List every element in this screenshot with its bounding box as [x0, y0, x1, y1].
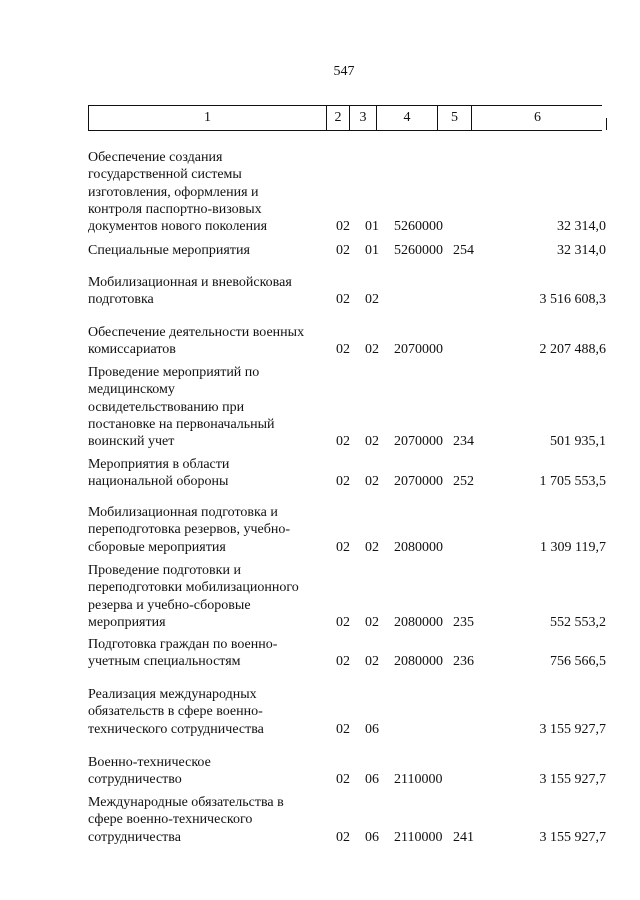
section-code: 02	[336, 614, 350, 630]
subsection-code: 02	[365, 342, 379, 358]
row-name-line: переподготовка резервов, учебно-	[88, 522, 290, 538]
row-name-line: обязательств в сфере военно-	[88, 704, 263, 720]
row-name-line: документов нового поколения	[88, 219, 268, 235]
table-row	[88, 794, 608, 846]
row-name-line: мероприятия	[88, 614, 166, 630]
subsection-code: 02	[365, 654, 379, 670]
row-name	[88, 686, 328, 738]
table-row	[88, 686, 608, 738]
row-name-line: Мобилизационная подготовка и	[88, 505, 278, 520]
row-name-line: Военно-техническое	[88, 755, 211, 770]
row-name-line: Специальные мероприятия	[88, 243, 250, 258]
row-name-line: комиссариатов	[88, 342, 176, 358]
subsection-code: 01	[365, 219, 379, 235]
expense-type-code: 235	[453, 614, 474, 630]
table-row	[88, 636, 608, 671]
subsection-code: 06	[365, 772, 379, 788]
row-name	[88, 324, 328, 359]
target-article-code: 5260000	[394, 219, 443, 235]
row-name-line: государственной системы	[88, 167, 242, 183]
header-col-2: 2	[326, 106, 349, 130]
target-article-code: 2110000	[394, 829, 443, 845]
amount: 3 155 927,7	[539, 772, 606, 788]
row-name-line: сфере военно-технического	[88, 812, 253, 828]
amount: 2 207 488,6	[539, 342, 606, 358]
row-name	[88, 242, 328, 259]
row-name-line: контроля паспортно-визовых	[88, 201, 262, 217]
subsection-code: 02	[365, 292, 379, 308]
header-col-6: 6	[471, 106, 603, 130]
row-name-line: сотрудничества	[88, 829, 181, 845]
target-article-code: 2080000	[394, 539, 443, 555]
target-article-code: 2070000	[394, 474, 443, 490]
section-code: 02	[336, 243, 350, 258]
section-code: 02	[336, 721, 350, 737]
row-name-line: постановке на первоначальный	[88, 416, 275, 432]
table-row	[88, 364, 608, 451]
expense-type-code: 236	[453, 654, 474, 670]
amount: 501 935,1	[550, 434, 606, 450]
section-code: 02	[336, 654, 350, 670]
row-name	[88, 456, 328, 491]
row-name-line: резерва и учебно-сборовые	[88, 597, 251, 613]
table-row	[88, 324, 608, 359]
expense-type-code: 252	[453, 474, 474, 490]
section-code: 02	[336, 219, 350, 235]
row-name-line: Реализация международных	[88, 687, 257, 702]
row-name	[88, 149, 328, 235]
row-name-line: изготовления, оформления и	[88, 184, 259, 200]
subsection-code: 02	[365, 614, 379, 630]
row-name	[88, 636, 328, 671]
subsection-code: 02	[365, 539, 379, 555]
expense-type-code: 254	[453, 243, 474, 258]
row-name-line: Мобилизационная и вневойсковая	[88, 275, 292, 290]
row-name-line: Мероприятия в области	[88, 457, 230, 472]
header-col-5: 5	[437, 106, 471, 130]
row-name	[88, 274, 328, 309]
table-row	[88, 562, 608, 631]
section-code: 02	[336, 342, 350, 358]
section-code: 02	[336, 292, 350, 308]
target-article-code: 2070000	[394, 342, 443, 358]
section-code: 02	[336, 829, 350, 845]
amount: 552 553,2	[550, 614, 606, 630]
section-code: 02	[336, 434, 350, 450]
page-number: 547	[333, 64, 355, 79]
amount: 32 314,0	[557, 243, 606, 258]
row-name-line: Подготовка граждан по военно-	[88, 637, 278, 652]
amount: 1 309 119,7	[540, 539, 606, 555]
subsection-code: 01	[365, 243, 379, 258]
row-name-line: сотрудничество	[88, 772, 182, 788]
amount: 1 705 553,5	[539, 474, 606, 490]
subsection-code: 06	[365, 829, 379, 845]
header-divider-tick	[606, 118, 607, 130]
table-header	[88, 105, 602, 131]
row-name-line: технического сотрудничества	[88, 721, 264, 737]
row-name	[88, 364, 328, 450]
row-name-line: переподготовки мобилизационного	[88, 580, 299, 596]
row-name-line: Проведение мероприятий по	[88, 365, 260, 380]
target-article-code: 2070000	[394, 434, 443, 450]
row-name	[88, 794, 328, 846]
subsection-code: 02	[365, 434, 379, 450]
row-name-line: сборовые мероприятия	[88, 539, 226, 555]
row-name	[88, 504, 328, 556]
table-row	[88, 242, 608, 259]
table-row	[88, 504, 608, 556]
row-name-line: воинский учет	[88, 434, 175, 450]
section-code: 02	[336, 772, 350, 788]
subsection-code: 02	[365, 474, 379, 490]
amount: 32 314,0	[557, 219, 606, 235]
amount: 3 155 927,7	[539, 721, 606, 737]
header-col-1: 1	[204, 110, 211, 125]
target-article-code: 2110000	[394, 772, 443, 788]
expense-type-code: 234	[453, 434, 474, 450]
table-row	[88, 754, 608, 789]
row-name	[88, 562, 328, 631]
row-name	[88, 754, 328, 789]
table-row	[88, 149, 608, 236]
row-name-line: подготовка	[88, 292, 154, 308]
subsection-code: 06	[365, 721, 379, 737]
amount: 3 516 608,3	[539, 292, 606, 308]
row-name-line: Обеспечение создания	[88, 150, 223, 165]
target-article-code: 2080000	[394, 614, 443, 630]
table-row	[88, 456, 608, 491]
section-code: 02	[336, 474, 350, 490]
row-name-line: Обеспечение деятельности военных	[88, 325, 305, 340]
row-name-line: учетным специальностям	[88, 654, 241, 670]
header-col-4: 4	[376, 106, 437, 130]
target-article-code: 2080000	[394, 654, 443, 670]
expense-type-code: 241	[453, 829, 474, 845]
amount: 3 155 927,7	[539, 829, 606, 845]
row-name-line: медицинскому	[88, 382, 175, 398]
target-article-code: 5260000	[394, 243, 443, 258]
row-name-line: Проведение подготовки и	[88, 563, 241, 578]
header-col-3: 3	[349, 106, 376, 130]
row-name-line: освидетельствованию при	[88, 399, 245, 415]
row-name-line: национальной обороны	[88, 474, 229, 490]
section-code: 02	[336, 539, 350, 555]
table-row	[88, 274, 608, 309]
row-name-line: Международные обязательства в	[88, 795, 284, 810]
amount: 756 566,5	[550, 654, 606, 670]
